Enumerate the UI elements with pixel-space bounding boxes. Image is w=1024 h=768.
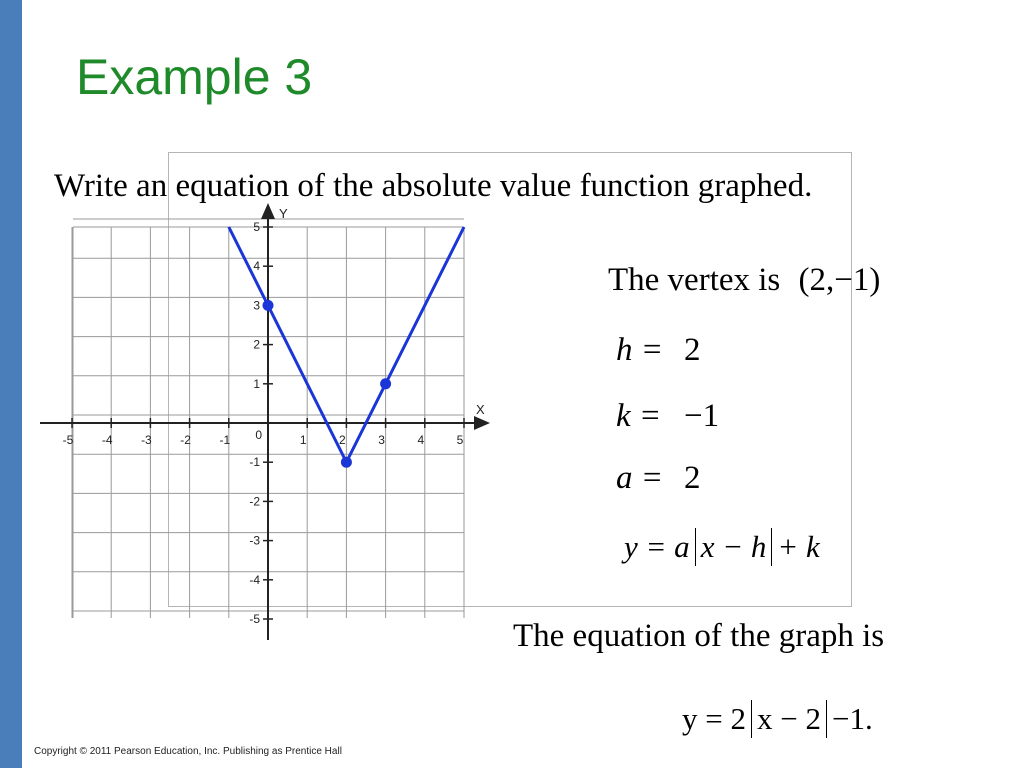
general-form-equation: [624, 528, 820, 566]
param-a: [616, 460, 701, 497]
answer-equation: [682, 700, 873, 738]
y-tick-label: 4: [253, 259, 260, 274]
answer-inner: x − 2: [756, 701, 821, 736]
answer-abs-bar-right: [826, 700, 827, 738]
y-tick-label: 5: [253, 220, 260, 234]
x-tick-label: -1: [219, 433, 231, 447]
origin-label: 0: [255, 428, 262, 442]
param-h: [616, 332, 701, 369]
y-axis-label: Y: [279, 206, 288, 221]
vertex-value: (2,−1): [798, 262, 881, 298]
answer-rhs: −1.: [831, 701, 873, 736]
x-tick-label: 1: [299, 433, 307, 447]
x-axis-label: X: [476, 402, 485, 417]
plotted-point: [380, 378, 391, 389]
x-tick-label: 5: [456, 433, 464, 447]
y-tick-label: -4: [249, 572, 260, 587]
question-text: Write an equation of the absolute value function graphed.: [54, 168, 813, 204]
vertex-statement: [608, 262, 880, 299]
general-form-inner: x − h: [700, 529, 767, 564]
plotted-point: [341, 457, 352, 468]
y-tick-label: -3: [249, 533, 260, 548]
x-tick-label: -3: [141, 433, 152, 447]
vertex-label: The vertex is: [608, 262, 781, 298]
param-a-label: a =: [616, 460, 664, 496]
param-k-label: k =: [616, 398, 662, 434]
x-tick-label: 2: [339, 433, 346, 447]
general-form-rhs: + k: [777, 529, 820, 564]
param-h-value: 2: [684, 332, 701, 368]
slide-title: Example 3: [76, 49, 313, 105]
param-a-value: 2: [684, 460, 701, 496]
y-tick-label: -2: [249, 494, 260, 509]
param-k: [616, 398, 720, 435]
answer-caption: The equation of the graph is: [513, 618, 885, 654]
abs-bar-left: [695, 528, 696, 566]
answer-abs-bar-left: [751, 700, 752, 738]
x-tick-label: -5: [62, 433, 74, 447]
y-axis-arrow: [261, 203, 275, 219]
y-tick-label: 1: [253, 376, 260, 391]
x-tick-label: 3: [378, 433, 385, 447]
param-k-value: −1: [684, 398, 720, 434]
answer-lhs: y = 2: [682, 701, 746, 736]
copyright-footer: Copyright © 2011 Pearson Education, Inc. Publishing as Prentice Hall: [34, 746, 342, 757]
y-tick-label: -5: [249, 612, 260, 626]
x-tick-label: -4: [101, 433, 113, 447]
x-axis-arrow: [474, 416, 490, 430]
x-tick-label: 4: [417, 433, 425, 447]
x-tick-label: -2: [180, 433, 191, 447]
y-tick-label: 2: [253, 337, 260, 352]
general-form-lhs: y = a: [624, 529, 690, 564]
abs-bar-right: [771, 528, 772, 566]
plotted-point: [263, 300, 274, 311]
y-tick-label: 3: [253, 298, 260, 313]
param-h-label: h =: [616, 332, 664, 368]
y-tick-label: -1: [249, 455, 260, 470]
